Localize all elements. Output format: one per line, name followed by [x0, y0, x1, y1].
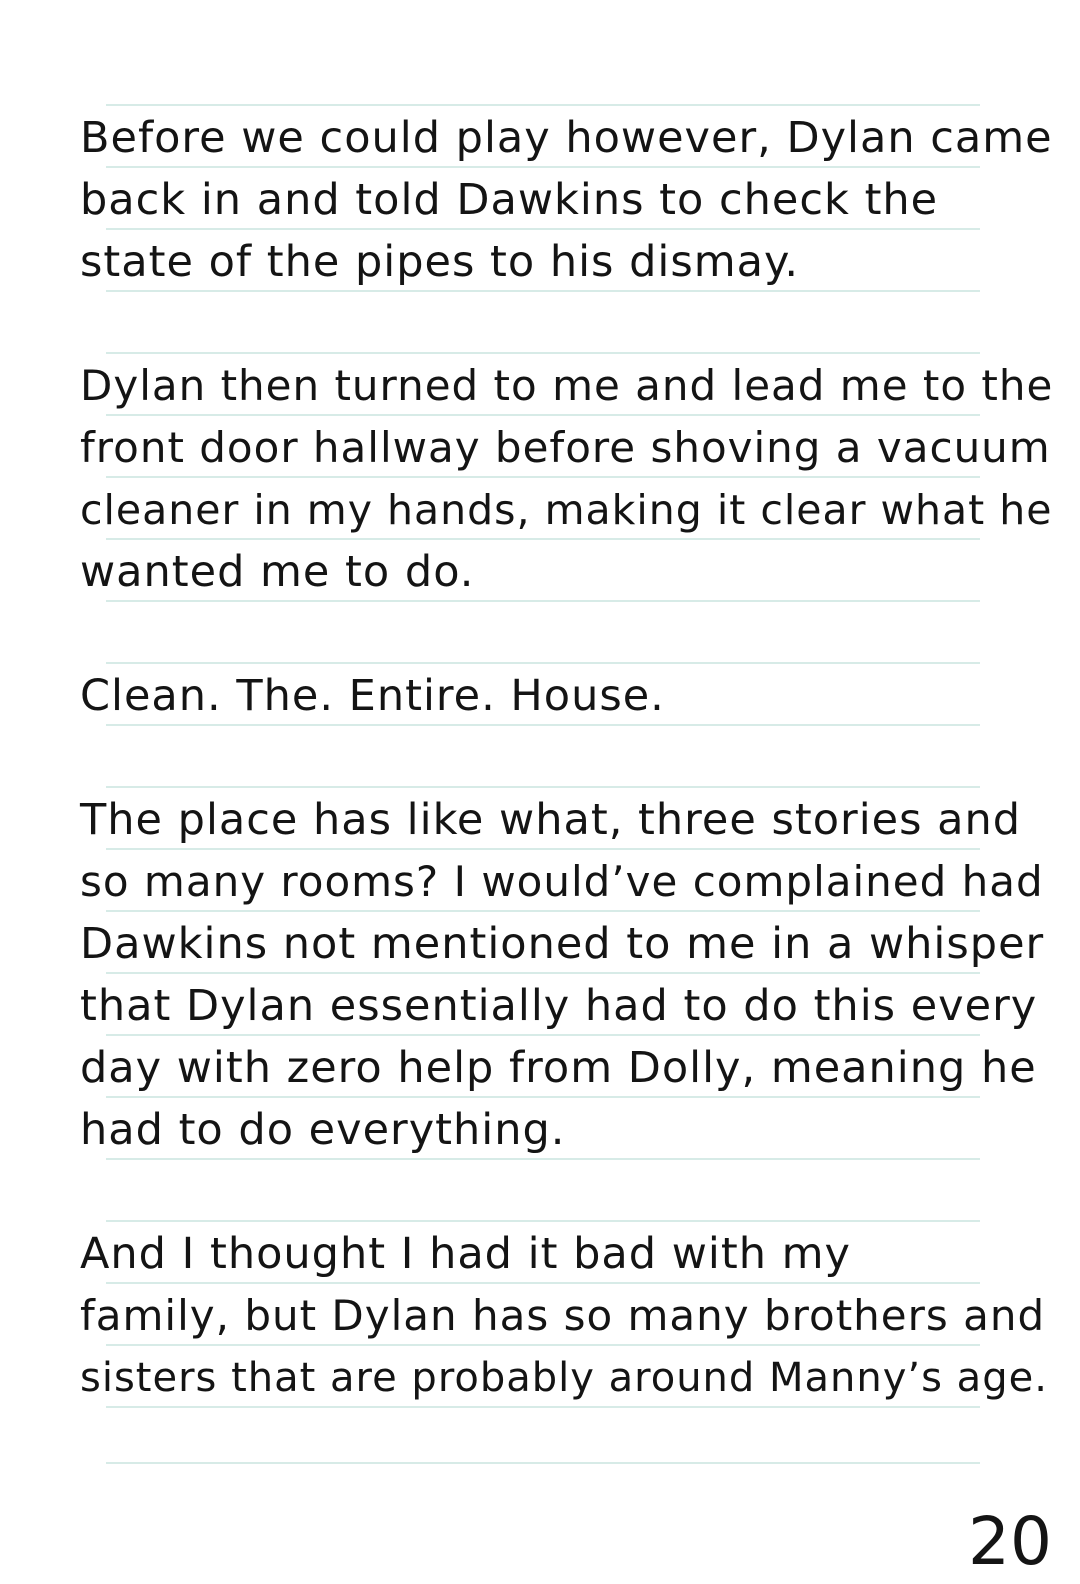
ruled-line — [106, 166, 980, 168]
text-line: that Dylan essentially had to do this every — [80, 981, 1038, 1031]
text-line: so many rooms? I would’ve complained had — [80, 857, 1044, 906]
ruled-line — [106, 290, 980, 292]
ruled-line — [106, 228, 980, 230]
ruled-line — [106, 910, 980, 912]
text-line: back in and told Dawkins to check the — [80, 175, 939, 225]
text-line: state of the pipes to his dismay. — [80, 237, 799, 287]
ruled-line — [106, 972, 980, 974]
text-line: Clean. The. Entire. House. — [80, 671, 665, 721]
ruled-line — [106, 104, 980, 106]
text-line: Before we could play however, Dylan came — [80, 113, 1053, 163]
text-line: wanted me to do. — [80, 547, 475, 597]
ruled-line — [106, 538, 980, 540]
ruled-line — [106, 1462, 980, 1464]
ruled-line — [106, 600, 980, 602]
ruled-line — [106, 1344, 980, 1346]
text-line: cleaner in my hands, making it clear what he — [80, 486, 1053, 534]
ruled-line — [106, 414, 980, 416]
ruled-line — [106, 1220, 980, 1222]
ruled-line — [106, 1034, 980, 1036]
ruled-line — [106, 476, 980, 478]
ruled-line — [106, 1096, 980, 1098]
text-line: And I thought I had it bad with my — [80, 1229, 851, 1279]
text-line: had to do everything. — [80, 1105, 566, 1155]
ruled-line — [106, 848, 980, 850]
ruled-line — [106, 1406, 980, 1408]
text-line: front door hallway before shoving a vacuum — [80, 423, 1051, 472]
ruled-line — [106, 1158, 980, 1160]
ruled-line — [106, 662, 980, 664]
text-line: sisters that are probably around Manny’s age. — [80, 1355, 1048, 1401]
text-line: Dylan then turned to me and lead me to the — [80, 361, 1054, 410]
ruled-line — [106, 786, 980, 788]
text-line: Dawkins not mentioned to me in a whisper — [80, 919, 1045, 969]
text-line: day with zero help from Dolly, meaning he — [80, 1043, 1037, 1093]
ruled-line — [106, 352, 980, 354]
text-line: family, but Dylan has so many brothers and — [80, 1291, 1046, 1340]
page-number: 20 — [968, 1503, 1052, 1580]
ruled-line — [106, 1282, 980, 1284]
text-line: The place has like what, three stories and — [80, 795, 1022, 845]
ruled-line — [106, 724, 980, 726]
